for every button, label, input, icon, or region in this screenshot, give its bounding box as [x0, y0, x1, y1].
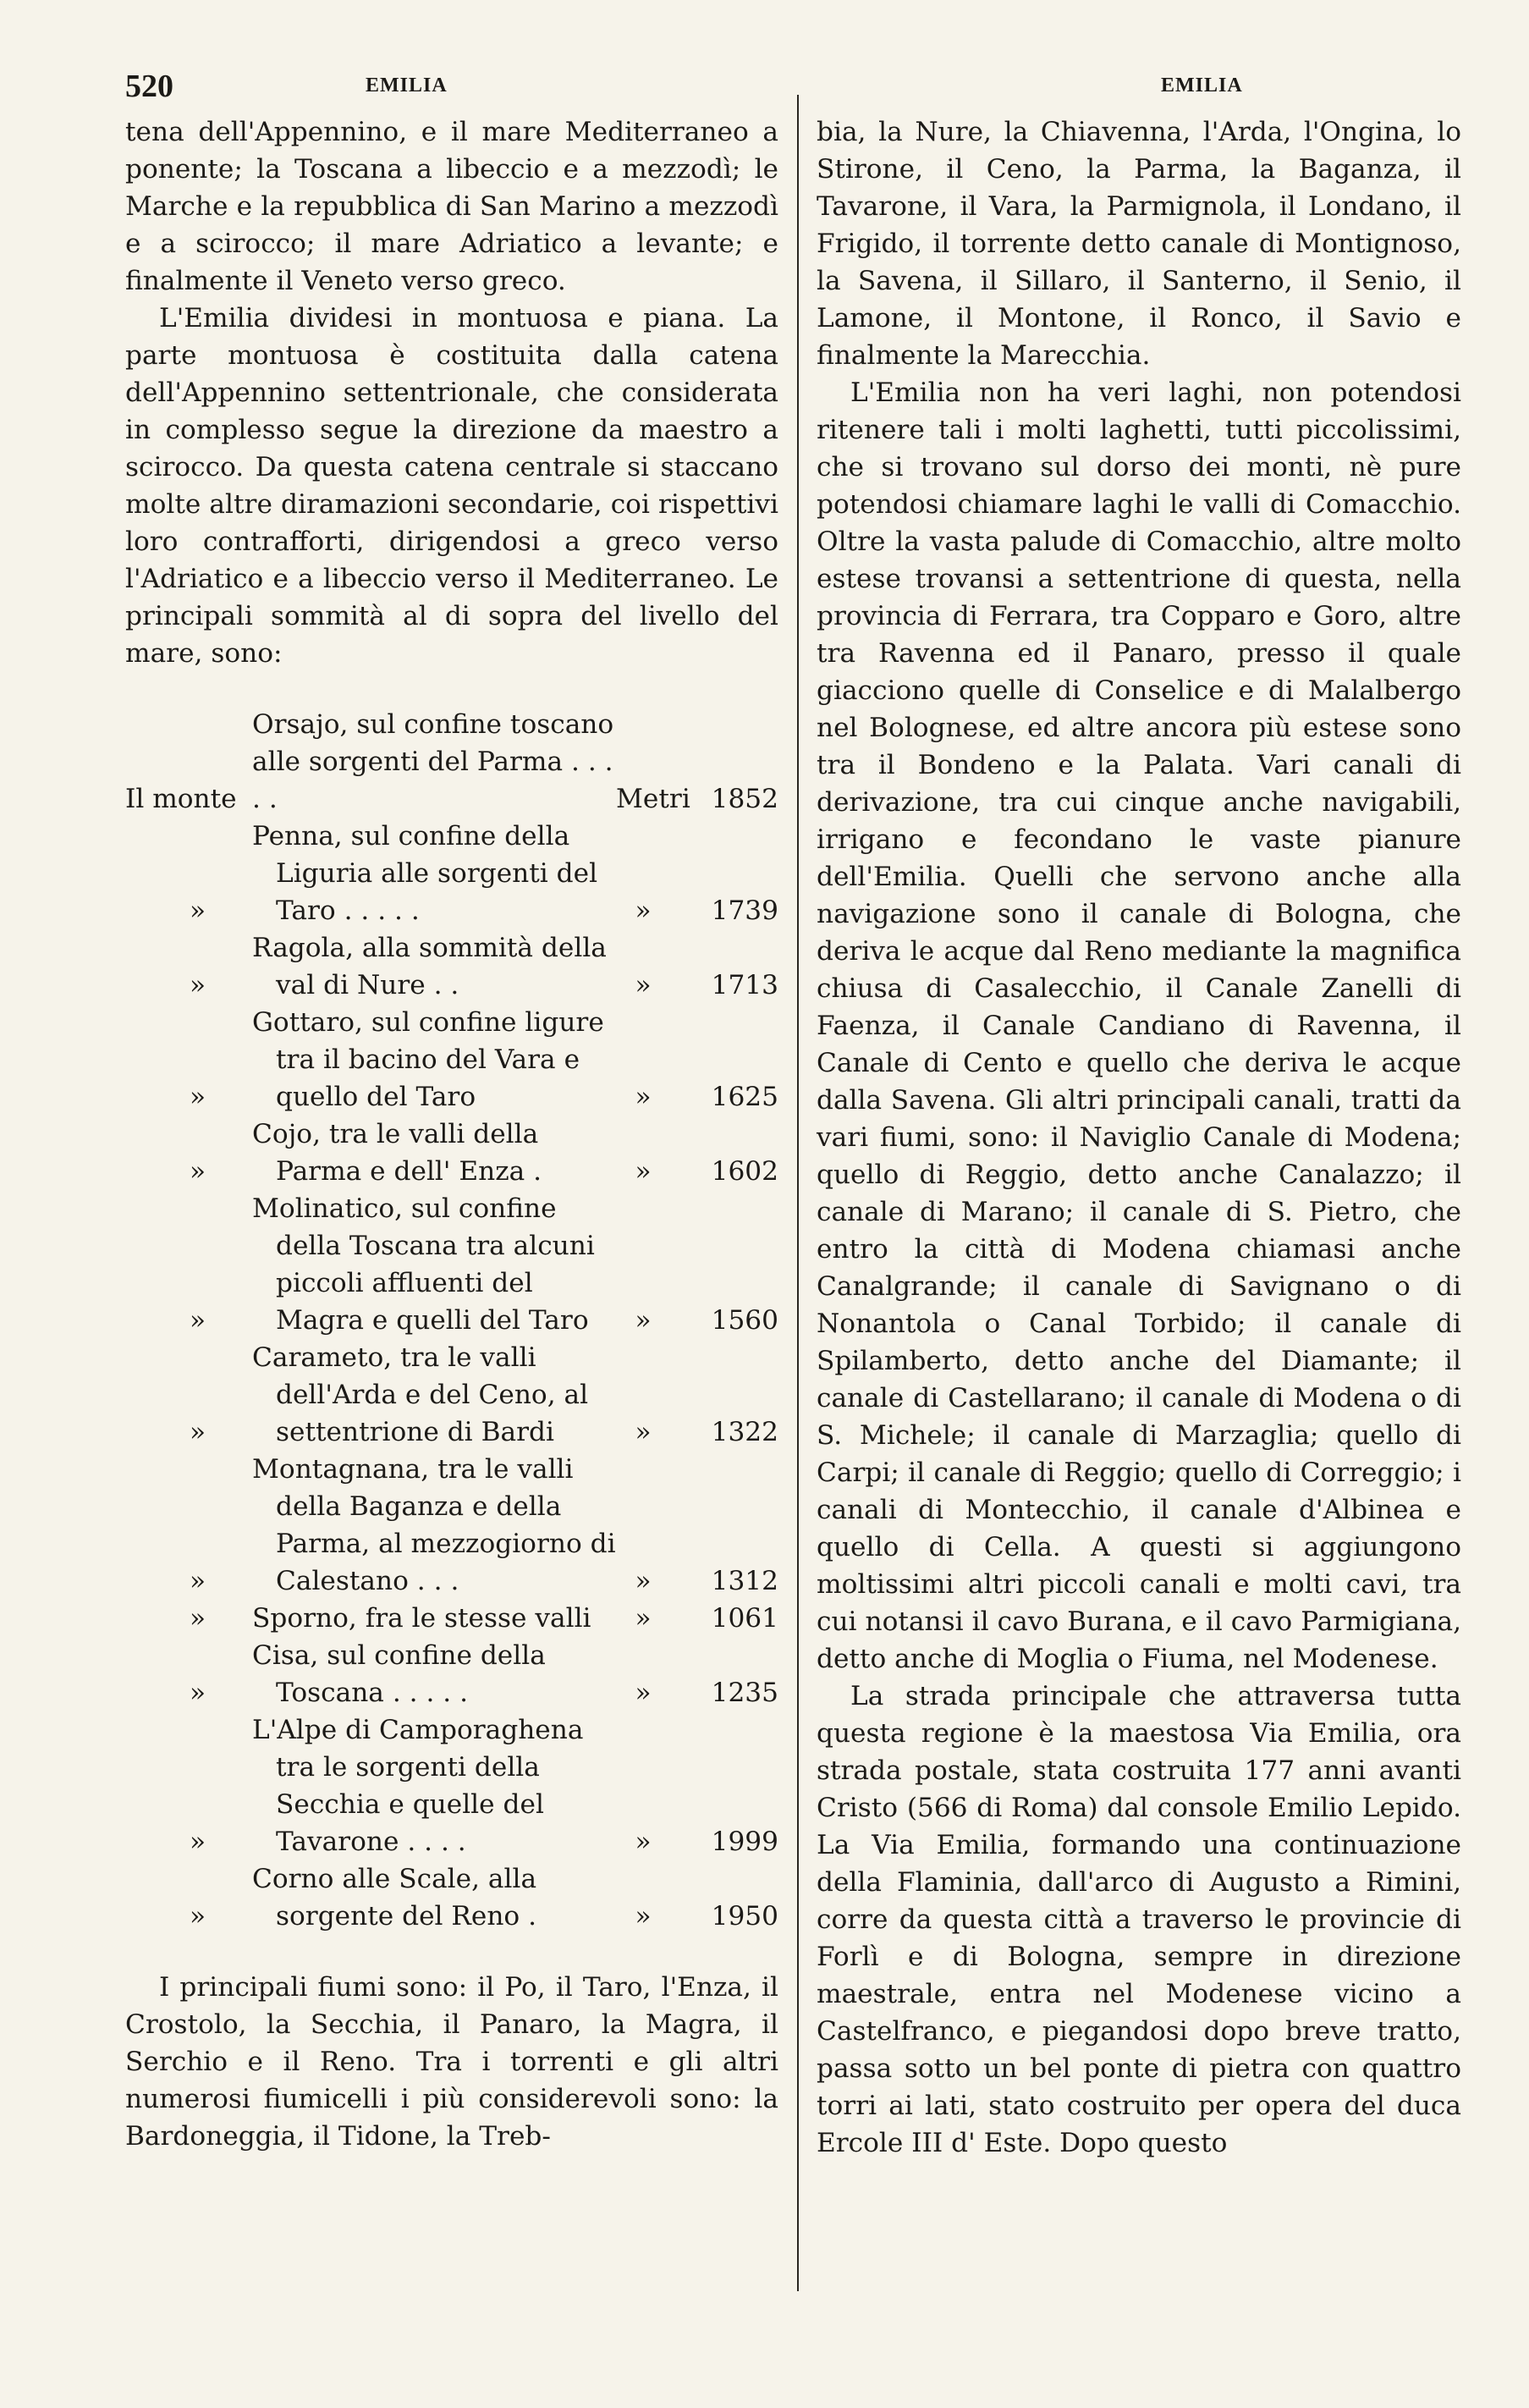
- peak-prefix: »: [190, 970, 206, 1000]
- page-number: 520: [125, 69, 173, 104]
- spacer: [125, 1935, 778, 1969]
- peak-prefix: »: [190, 1901, 206, 1931]
- peak-unit: »: [635, 1417, 652, 1447]
- peak-elevation: 1322: [711, 1417, 778, 1447]
- peak-prefix: »: [190, 1827, 206, 1857]
- peak-entry: [125, 1860, 778, 1935]
- peak-elevation: 1739: [711, 895, 778, 926]
- peak-description: Orsajo, sul confine toscano alle sorgenti del Parma . . . . .: [252, 709, 614, 814]
- peak-unit: »: [635, 1305, 652, 1336]
- peak-entry: [125, 1004, 778, 1116]
- peak-unit: »: [635, 1827, 652, 1857]
- lakes-paragraph: L'Emilia non ha veri laghi, non potendosi ritenere tali i molti laghetti, tutti piccolissimi, che si trovano sul dorso dei monti, nè pure potendosi chiamare laghi le valli di Comacchio. Oltre la vasta palude di Comacchio, altre molto estese trovansi a settentrione di questa, nella provincia di Ferrara, tra Copparo e Goro, altre tra Ravenna ed il Panaro, presso il quale giacciono quelle di Conselice e di Malalbergo nel Bolognese, ed altre ancora più estese sono tra il Bondeno e la Palata. Vari canali di derivazione, tra cui cinque anche navigabili, irrigano e fecondano le vaste pianure dell'Emilia. Quelli che servono anche alla navigazione sono il canale di Bologna, che deriva le acque dal Reno mediante la magnifica chiusa di Casalecchio, il Canale Zanelli di Faenza, il Canale Candiano di Ravenna, il Canale di Cento e quello che deriva le acque dalla Savena. Gli altri principali canali, tratti da vari fiumi, sono: il Naviglio Canale di Modena; quello di Reggio, detto anche Canalazzo; il canale di Marano; il canale di S. Pietro, che entro la città di Modena chiamasi anche Canalgrande; il canale di Savignano o di Nonantola o Canal Torbido; il canale di Spilamberto, detto anche del Diamante; il canale di Castellarano; il canale di Modena o di S. Michele; il canale di Marzaglia; quello di Carpi; il canale di Reggio; quello di Correggio; i canali di Montecchio, il canale d'Albinea e quello di Cella. A questi si aggiungono moltissimi altri piccoli canali e molti cavi, tra cui notansi il cavo Burana, e il cavo Parmigiana, detto anche di Moglia o Fiuma, nel Modenese.: [817, 377, 1461, 1674]
- spacer: [125, 672, 778, 706]
- intro-paragraph: tena dell'Appennino, e il mare Mediterraneo a ponente; la Toscana a libeccio e a mezzodì; le Marche e la repubblica di San Marino a mezzodì e a scirocco; il mare Adriatico a levante; e finalmente il Veneto verso greco.: [125, 117, 778, 296]
- peak-entry: [125, 1339, 778, 1451]
- peak-unit: »: [635, 1156, 652, 1187]
- peak-description: Gottaro, sul confine ligure tra il bacino del Vara e quello del Taro: [252, 1007, 604, 1112]
- peak-description: Corno alle Scale, alla sorgente del Reno .: [252, 1864, 537, 1931]
- peak-elevation: 1602: [711, 1156, 778, 1187]
- peak-description: Ragola, alla sommità della val di Nure . .: [252, 933, 607, 1000]
- peak-prefix: »: [190, 895, 206, 926]
- peaks-table: [125, 706, 778, 1935]
- peak-description: L'Alpe di Camporaghena tra le sorgenti della Secchia e quelle del Tavarone . . . .: [252, 1715, 584, 1857]
- relief-paragraph: L'Emilia dividesi in montuosa e piana. La parte montuosa è costituita dalla catena dell'Appennino settentrionale, che considerata in complesso segue la direzione da maestro a scirocco. Da questa catena centrale si staccano molte altre diramazioni secondarie, coi rispettivi loro contrafforti, dirigendosi a greco verso l'Adriatico e a libeccio verso il Mediterraneo. Le principali sommità al di sopra del livello del mare, sono:: [125, 303, 778, 669]
- peak-prefix: »: [190, 1305, 206, 1336]
- right-column: [817, 113, 1461, 2162]
- left-column: [125, 113, 778, 2155]
- peak-unit: »: [635, 1082, 652, 1112]
- peak-elevation: 1852: [711, 784, 778, 814]
- peak-entry: [125, 818, 778, 929]
- peak-entry: [125, 1116, 778, 1190]
- road-paragraph: La strada principale che attraversa tutta questa regione è la maestosa Via Emilia, ora strada postale, stata costruita 177 anni avanti Cristo (566 di Roma) dal console Emilio Lepido. La Via Emilia, formando una continuazione della Flaminia, dall'arco di Augusto a Rimini, corre da questa città a traverso le provincie di Forlì e di Bologna, sempre in direzione maestrale, entra nel Modenese vicino a Castelfranco, e piegandosi dopo breve tratto, passa sotto un bel ponte di pietra con quattro torri ai lati, stato costruito per opera del duca Ercole III d' Este. Dopo questo: [817, 1681, 1461, 2158]
- peak-unit: »: [635, 1566, 652, 1596]
- peak-unit: »: [635, 1603, 652, 1634]
- peak-elevation: 1235: [711, 1678, 778, 1708]
- peak-description: Carameto, tra le valli dell'Arda e del Ceno, al settentrione di Bardi: [252, 1342, 589, 1447]
- peak-elevation: 1625: [711, 1082, 778, 1112]
- peak-description: Penna, sul confine della Liguria alle sorgenti del Taro . . . . .: [252, 821, 598, 926]
- peak-description: Montagnana, tra le valli della Baganza e della Parma, al mezzogiorno di Calestano . . .: [252, 1454, 616, 1596]
- running-head-right: EMILIA: [1161, 74, 1243, 96]
- peak-entry: [125, 706, 778, 818]
- peak-entry: [125, 1190, 778, 1339]
- peak-prefix: »: [190, 1156, 206, 1187]
- peak-elevation: 1061: [711, 1603, 778, 1634]
- peak-unit: »: [635, 1678, 652, 1708]
- peak-elevation: 1713: [711, 970, 778, 1000]
- peak-elevation: 1312: [711, 1566, 778, 1596]
- peak-entry: [125, 1637, 778, 1711]
- rivers-paragraph: I principali fiumi sono: il Po, il Taro, l'Enza, il Crostolo, la Secchia, il Panaro, la Magra, il Serchio e il Reno. Tra i torrenti e gli altri numerosi fiumicelli i più considerevoli sono: la Bardoneggia, il Tidone, la Treb-: [125, 1972, 778, 2152]
- peak-description: Cojo, tra le valli della Parma e dell' Enza .: [252, 1119, 542, 1187]
- peak-entry: [125, 1600, 778, 1637]
- peak-elevation: 1560: [711, 1305, 778, 1336]
- peak-prefix: »: [190, 1566, 206, 1596]
- peak-description: Molinatico, sul confine della Toscana tra alcuni piccoli affluenti del Magra e quelli del Taro: [252, 1193, 595, 1336]
- column-divider: [797, 95, 799, 2291]
- peak-prefix: »: [190, 1417, 206, 1447]
- peak-prefix: Il monte: [125, 784, 237, 814]
- peak-unit: Metri: [616, 784, 690, 814]
- running-head-left: EMILIA: [366, 74, 448, 96]
- peak-prefix: »: [190, 1603, 206, 1634]
- peak-elevation: 1999: [711, 1827, 778, 1857]
- peak-entry: [125, 1451, 778, 1600]
- peak-entry: [125, 929, 778, 1004]
- peak-elevation: 1950: [711, 1901, 778, 1931]
- peak-prefix: »: [190, 1082, 206, 1112]
- peak-description: Sporno, fra le stesse valli: [252, 1603, 591, 1634]
- peak-unit: »: [635, 970, 652, 1000]
- rivers-continued-paragraph: bia, la Nure, la Chiavenna, l'Arda, l'Ongina, lo Stirone, il Ceno, la Parma, la Baganza, il Tavarone, il Vara, la Parmignola, il Londano, il Frigido, il torrente detto canale di Montignoso, la Savena, il Sillaro, il Santerno, il Senio, il Lamone, il Montone, il Ronco, il Savio e finalmente la Marecchia.: [817, 117, 1461, 371]
- peak-prefix: »: [190, 1678, 206, 1708]
- peak-entry: [125, 1711, 778, 1860]
- peak-unit: »: [635, 895, 652, 926]
- peak-description: Cisa, sul confine della Toscana . . . . .: [252, 1640, 546, 1708]
- peak-unit: »: [635, 1901, 652, 1931]
